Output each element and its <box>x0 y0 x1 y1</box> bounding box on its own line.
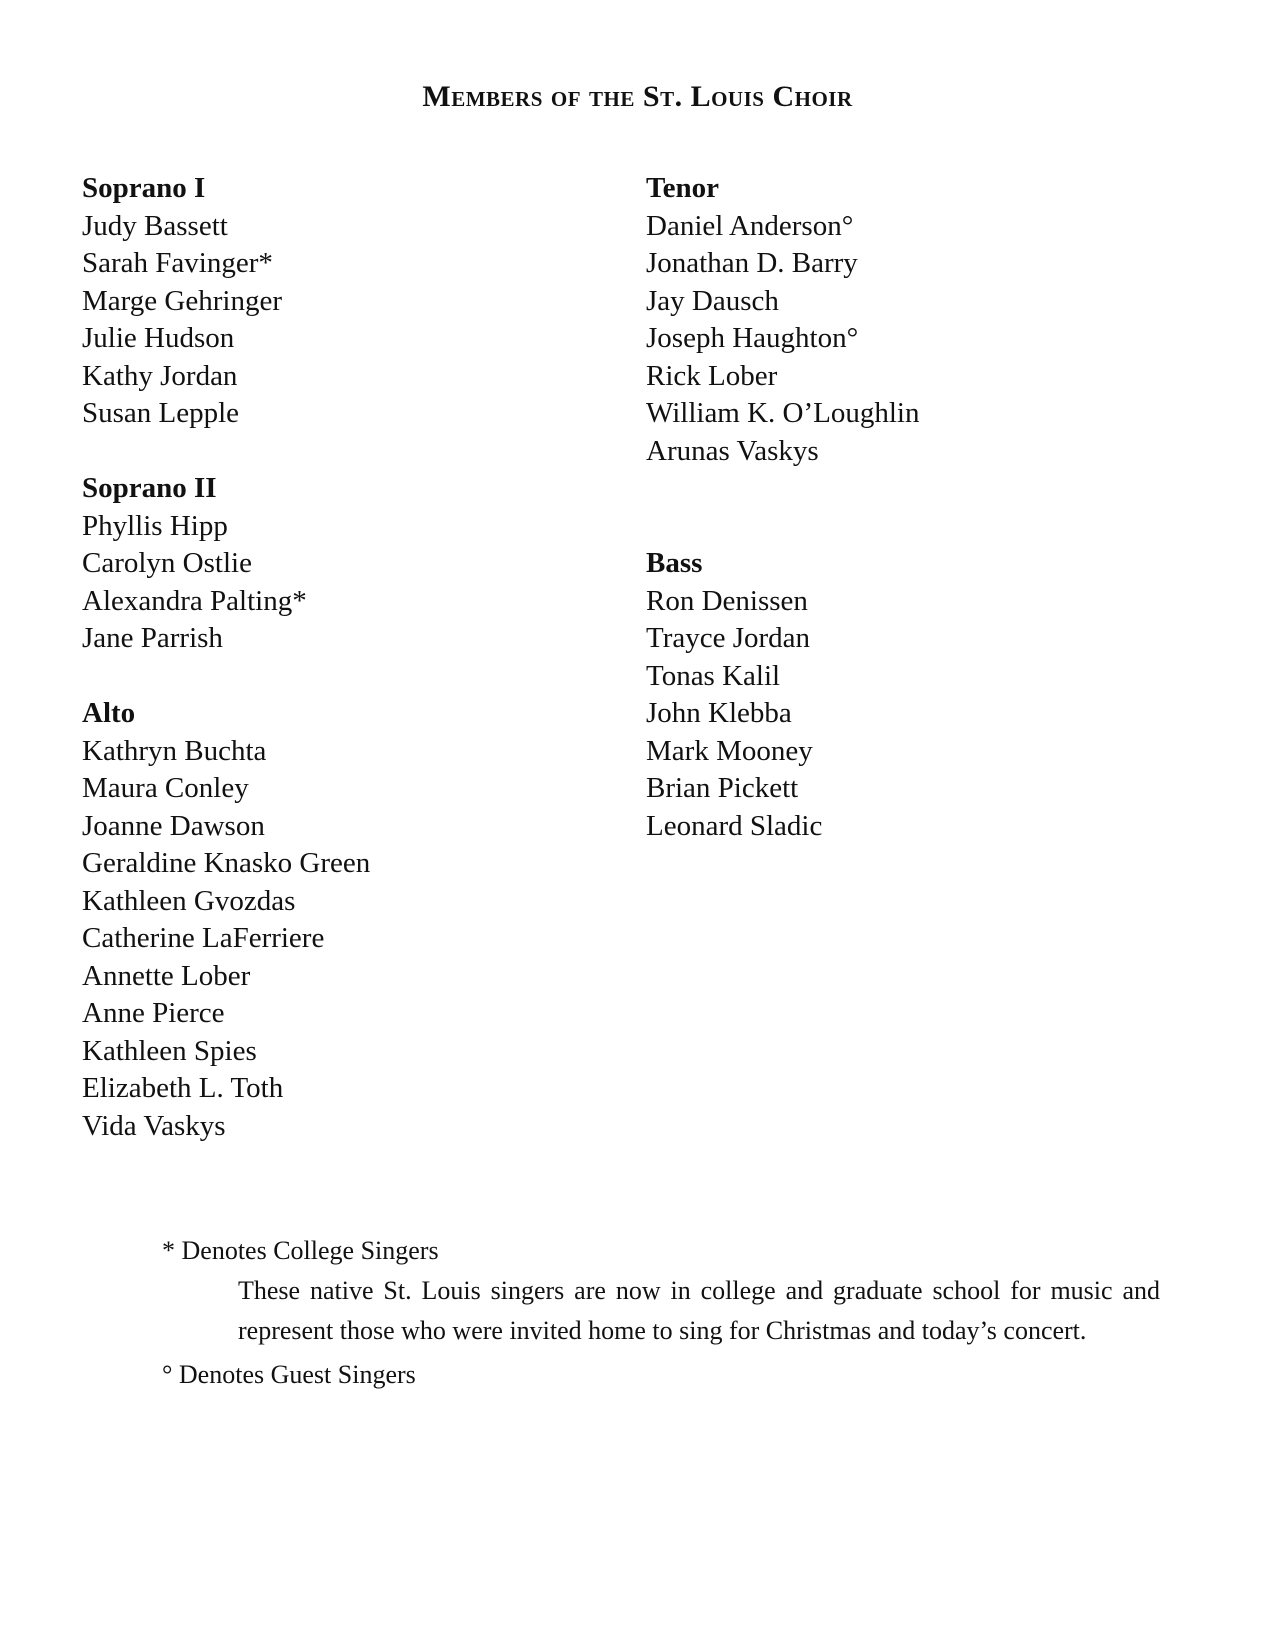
member-name: Mark Mooney <box>646 734 813 767</box>
member-name: John Klebba <box>646 697 792 729</box>
member-name: Phyllis Hipp <box>82 509 228 542</box>
member-name: Judy Bassett <box>82 209 228 242</box>
footnote-guest-singers <box>162 1355 1160 1395</box>
footnote-label: Denotes Guest Singers <box>178 1360 416 1389</box>
asterisk-symbol: * <box>162 1236 175 1265</box>
section-alto <box>82 695 602 1145</box>
footnote-label: Denotes College Singers <box>181 1236 439 1265</box>
member-name: Carolyn Ostlie <box>82 547 252 579</box>
member-name: Kathryn Buchta <box>82 734 267 767</box>
right-column <box>646 170 1206 845</box>
member-name: Alexandra Palting* <box>82 584 307 617</box>
section-heading: Alto <box>82 697 136 729</box>
degree-symbol: ° <box>162 1360 173 1389</box>
member-name: Daniel Anderson° <box>646 209 854 242</box>
left-column <box>82 170 602 1145</box>
section-heading: Soprano II <box>82 472 217 504</box>
member-name: Annette Lober <box>82 959 251 992</box>
footnote-description: These native St. Louis singers are now in college and graduate school for music and represent those who were invited home to sing for Christmas and today’s concert. <box>238 1276 1160 1345</box>
member-name: Kathleen Spies <box>82 1034 257 1067</box>
section-heading: Bass <box>646 547 703 579</box>
member-name: Geraldine Knasko Green <box>82 847 371 879</box>
member-name: Marge Gehringer <box>82 284 282 317</box>
section-heading: Tenor <box>646 172 720 204</box>
member-name: Jane Parrish <box>82 622 223 654</box>
member-name: Kathleen Gvozdas <box>82 884 296 917</box>
member-name: Kathy Jordan <box>82 359 238 392</box>
member-name: Julie Hudson <box>82 322 235 354</box>
member-name: Jay Dausch <box>646 284 779 317</box>
member-name: Sarah Favinger* <box>82 247 273 279</box>
footnote-college-singers <box>162 1231 1160 1271</box>
member-name: Jonathan D. Barry <box>646 247 858 279</box>
footnotes <box>162 1231 1160 1395</box>
member-name: Vida Vaskys <box>82 1109 226 1142</box>
section-soprano-1 <box>82 170 602 433</box>
page-title: Members of the St. Louis Choir <box>422 80 853 113</box>
member-name: Rick Lober <box>646 359 778 392</box>
section-tenor <box>646 170 1206 470</box>
member-name: William K. O’Loughlin <box>646 397 920 429</box>
member-name: Ron Denissen <box>646 584 808 617</box>
member-name: Trayce Jordan <box>646 622 811 654</box>
member-name: Maura Conley <box>82 772 249 804</box>
member-name: Susan Lepple <box>82 397 240 429</box>
member-name: Brian Pickett <box>646 772 799 804</box>
member-name: Tonas Kalil <box>646 659 781 692</box>
member-name: Joanne Dawson <box>82 809 265 842</box>
section-bass <box>646 545 1206 845</box>
member-name: Anne Pierce <box>82 997 225 1029</box>
member-name: Arunas Vaskys <box>646 434 819 467</box>
section-heading: Soprano I <box>82 172 206 204</box>
section-soprano-2 <box>82 470 602 658</box>
member-name: Leonard Sladic <box>646 809 823 842</box>
member-name: Catherine LaFerriere <box>82 922 325 954</box>
member-name: Joseph Haughton° <box>646 322 859 354</box>
member-name: Elizabeth L. Toth <box>82 1072 284 1104</box>
